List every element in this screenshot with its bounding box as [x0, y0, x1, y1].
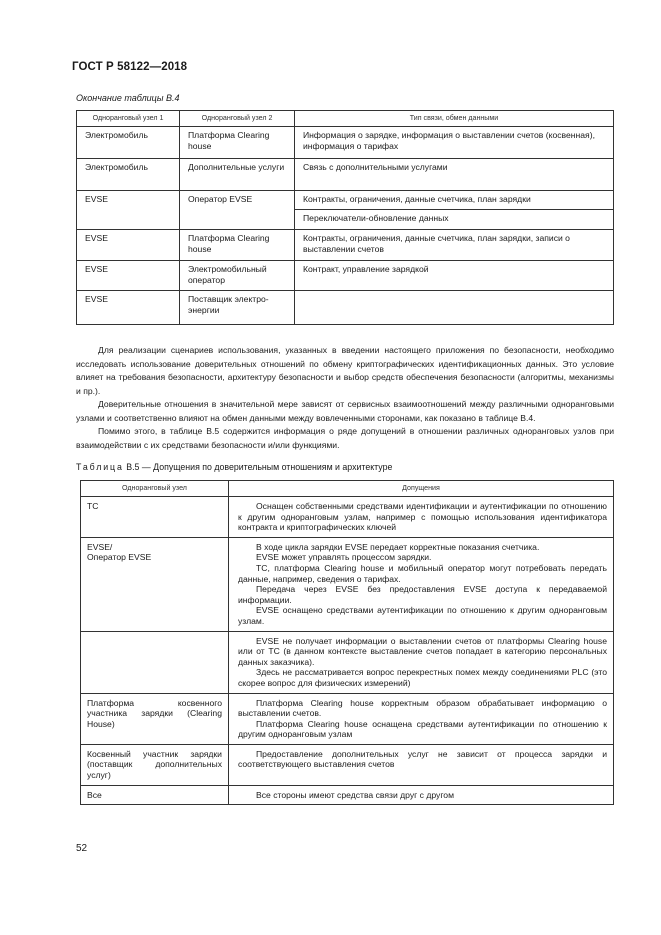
node-cell: EVSE/ Оператор EVSE — [81, 537, 229, 631]
assumptions-cell — [229, 693, 614, 744]
assumptions-cell — [229, 631, 614, 693]
node1-cell: EVSE — [77, 291, 180, 325]
assumption: Оснащен собственными средствами идентификации и аутентификации по отношению к другим одноранговым узлам, например с помощью использования идентификатора контракта и криптографических ключей — [238, 501, 607, 533]
document-header: ГОСТ Р 58122—2018 — [72, 61, 188, 73]
node2-cell: Платформа Clearing house — [180, 127, 295, 159]
table-row — [77, 291, 614, 325]
table-header-row — [81, 481, 614, 497]
table-label: Таблица — [76, 462, 124, 472]
table-row — [81, 744, 614, 785]
assumption: EVSE не получает информации о выставлении счетов от платформы Clearing house или от ТС (в данном контексте выставление счетов попадает в категорию персональных данных заказчика). — [238, 635, 607, 667]
node2-cell: Дополнительные услуги — [180, 159, 295, 191]
table-row — [81, 537, 614, 631]
column-header: Одноранговый узел 1 — [77, 111, 180, 127]
node2-cell: Оператор EVSE — [180, 191, 295, 230]
table-row — [81, 631, 614, 693]
assumption: Платформа Clearing house корректным образом обрабатывает информацию о выставлении счетов. — [238, 697, 607, 719]
node-cell — [81, 744, 229, 785]
comm-type-cell: Контракты, ограничения, данные счетчика, план зарядки, записи о выставлении счетов — [295, 230, 614, 261]
body-text — [76, 344, 614, 452]
table-row — [81, 785, 614, 805]
table-number: В.5 — [126, 462, 140, 472]
comm-type-cell: Контракт, управление зарядкой — [295, 261, 614, 291]
table-row — [77, 127, 614, 159]
comm-type-cell — [295, 291, 614, 325]
column-header: Допущения — [229, 481, 614, 497]
node1-cell: EVSE — [77, 261, 180, 291]
table-title-text: — Допущения по доверительным отношениям и архитектуре — [141, 462, 393, 472]
assumption: EVSE может управлять процессом зарядки. — [256, 552, 432, 563]
table-b4 — [76, 110, 614, 325]
table-b5 — [80, 480, 614, 805]
table-row — [81, 497, 614, 538]
comm-type-cell: Связь с дополнительными услугами — [295, 159, 614, 191]
node2-cell: Поставщик электро-энергии — [180, 291, 295, 325]
node-text: Платформа косвенного участника зарядки (Clearing House) — [87, 697, 222, 729]
assumptions-cell — [229, 497, 614, 538]
paragraph: Доверительные отношения в значительной мере зависят от сервисных взаимоотношений между различными одноранговыми узлами и соответственно влияют на обмен данными между вовлеченными сторонами, как показано в таблице В.4. — [76, 399, 614, 423]
comm-type-cell: Информация о зарядке, информация о выставлении счетов (косвенная), информация о тарифах — [295, 127, 614, 159]
assumption: Передача через EVSE без предоставления EVSE доступа к передаваемой информации. — [238, 584, 607, 605]
comm-type-line: Переключатели-обновление данных — [295, 209, 613, 228]
table-row — [81, 693, 614, 744]
assumption: Предоставление дополнительных услуг не зависит от процесса зарядки и соответствующего выставления счетов — [238, 748, 607, 770]
page-number: 52 — [76, 843, 88, 854]
table-row — [77, 159, 614, 191]
table-row — [77, 191, 614, 230]
node-cell — [81, 693, 229, 744]
assumption: ТС, платформа Clearing house и мобильный оператор могут потребовать передать данные, например, сведения о тарифах. — [238, 562, 607, 584]
paragraph: Для реализации сценариев использования, указанных в введении настоящего приложения по безопасности, необходимо исследовать использование доверительных отношений по обмену криптографических идентификационных данных. Это условие влияет на требования безопасности, архитектуру безопасности и выбор средств обеспечения безопасности (алгоритмы, механизмы и пр.). — [76, 345, 614, 396]
comm-type-cell — [295, 191, 614, 230]
node2-cell: Электромобильный оператор — [180, 261, 295, 291]
table-b5-title — [76, 462, 392, 472]
assumption: Платформа Clearing house оснащена средствами аутентификации по отношению к другим одноранговым узлам — [238, 718, 607, 740]
node-text: Косвенный участник зарядки (поставщик дополнительных услуг) — [87, 748, 222, 781]
column-header: Одноранговый узел — [81, 481, 229, 497]
node-cell — [81, 631, 229, 693]
node-cell: Все — [81, 785, 229, 805]
column-header: Тип связи, обмен данными — [295, 111, 614, 127]
node2-cell: Платформа Clearing house — [180, 230, 295, 261]
comm-type-line: Контракты, ограничения, данные счетчика, план зарядки — [303, 194, 531, 204]
paragraph: Помимо этого, в таблице В.5 содержится информация о ряде допущений в отношении различных одноранговых узлов при взаимодействии с их средствами безопасности и/или функциями. — [76, 426, 614, 450]
node1-cell: EVSE — [77, 191, 180, 230]
node1-cell: EVSE — [77, 230, 180, 261]
assumptions-cell — [229, 537, 614, 631]
table-header-row — [77, 111, 614, 127]
assumption: В ходе цикла зарядки EVSE передает корректные показания счетчика. — [256, 541, 540, 552]
node1-cell: Электромобиль — [77, 127, 180, 159]
column-header: Одноранговый узел 2 — [180, 111, 295, 127]
assumption: EVSE оснащено средствами аутентификации по отношению к другим одноранговым узлам. — [238, 605, 607, 626]
assumptions-cell — [229, 785, 614, 805]
assumption: Здесь не рассматривается вопрос перекрестных помех между соединениями PLC (это скорее вопрос для физических измерений) — [238, 667, 607, 688]
assumptions-cell — [229, 744, 614, 785]
node-cell: ТС — [81, 497, 229, 538]
table-row — [77, 261, 614, 291]
assumption: Все стороны имеют средства связи друг с другом — [256, 789, 454, 800]
table-row — [77, 230, 614, 261]
node1-cell: Электромобиль — [77, 159, 180, 191]
table-b4-caption: Окончание таблицы В.4 — [76, 93, 180, 103]
